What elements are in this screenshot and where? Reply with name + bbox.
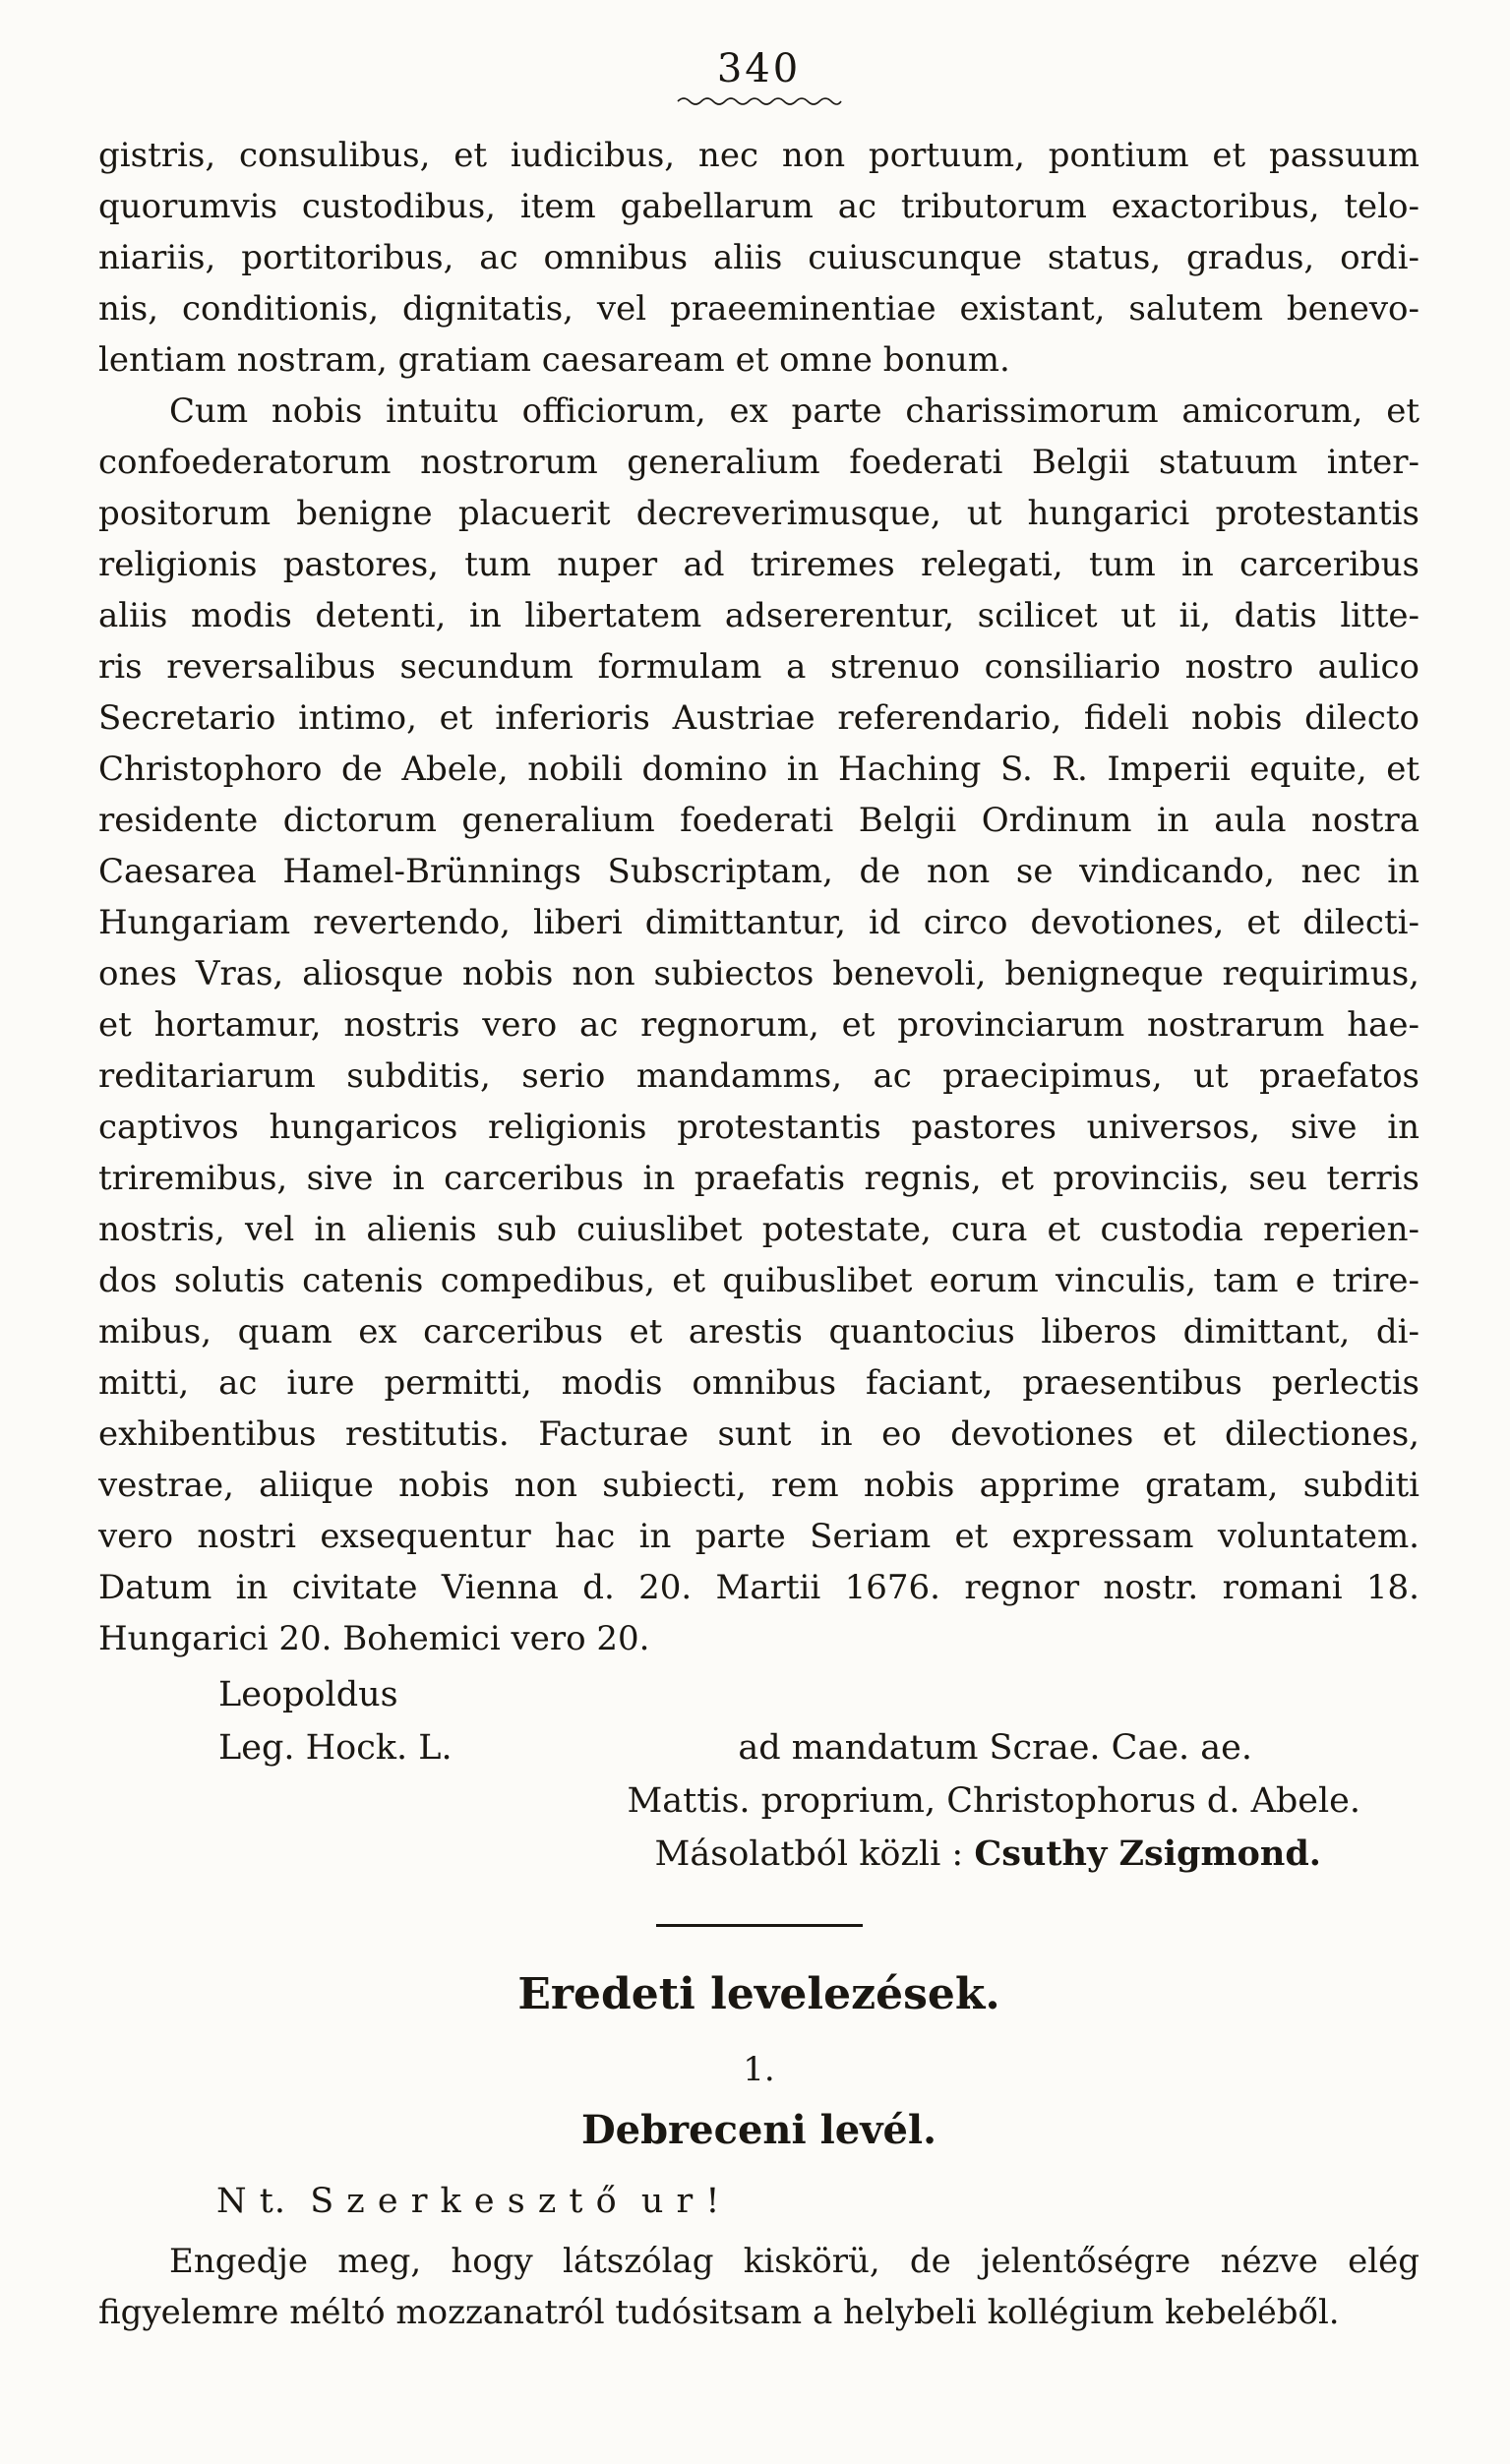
text-line: ones Vras, aliosque nobis non subiectos benevoli, benigneque requirimus, [98, 954, 1419, 993]
letter-title: Debreceni levél. [580, 2107, 937, 2153]
signature-row-masolatbol [98, 1828, 1419, 1881]
latin-paragraph-continuation [98, 130, 1419, 386]
text-line: lentiam nostram, gratiam caesaream et omne bonum. [98, 340, 1010, 380]
signature-leopoldus: Leopoldus [218, 1675, 398, 1714]
text-line: mitti, ac iure permitti, modis omnibus faciant, praesentibus perlectis [98, 1363, 1419, 1403]
text-line: reditariarum subditis, serio mandamms, ac praecipimus, ut praefatos [98, 1056, 1419, 1096]
text-line: confoederatorum nostrorum generalium foederati Belgii statuum inter- [98, 443, 1419, 482]
text-line: Engedje meg, hogy látszólag kiskörü, de jelentőségre nézve elég [169, 2242, 1419, 2281]
signature-row-leopoldus [98, 1668, 1419, 1721]
signature-row-mattis [98, 1774, 1419, 1828]
text-line: aliis modis detenti, in libertatem adsererentur, scilicet ut ii, datis litte- [98, 596, 1419, 635]
text-line: Cum nobis intuitu officiorum, ex parte charissimorum amicorum, et [169, 391, 1419, 431]
text-line: gistris, consulibus, et iudicibus, nec non portuum, pontium et passuum [98, 136, 1419, 175]
page-number: 340 [716, 46, 802, 91]
text-line: nis, conditionis, dignitatis, vel praeeminentiae existant, salutem benevo- [98, 289, 1419, 329]
latin-paragraph-main [98, 386, 1419, 1664]
section-title: Eredeti levelezések. [517, 1969, 1000, 2019]
text-line: triremibus, sive in carceribus in praefatis regnis, et provinciis, seu terris [98, 1159, 1419, 1198]
salutation: N t. S z e r k e s z t ő u r ! [216, 2182, 721, 2221]
closing-paragraph [98, 2236, 1419, 2338]
text-line: Datum in civitate Vienna d. 20. Martii 1676. regnor nostr. romani 18. [98, 1568, 1419, 1607]
signature-csuthy-zsigmond: Csuthy Zsigmond. [974, 1833, 1321, 1874]
signature-mattis: Mattis. proprium, Christophorus d. Abele. [627, 1781, 1360, 1821]
text-line: exhibentibus restitutis. Facturae sunt in eo devotiones et dilectiones, [98, 1414, 1419, 1454]
text-line: figyelemre méltó mozzanatról tudósitsam a helybeli kollégium kebeléből. [98, 2293, 1340, 2332]
text-line: ris reversalibus secundum formulam a strenuo consiliario nostro aulico [98, 647, 1419, 687]
text-line: quorumvis custodibus, item gabellarum ac tributorum exactoribus, telo- [98, 187, 1419, 226]
text-line: mibus, quam ex carceribus et arestis quantocius liberos dimittant, di- [98, 1312, 1419, 1352]
text-line: vero nostri exsequentur hac in parte Seriam et expressam voluntatem. [98, 1517, 1419, 1556]
text-line: Secretario intimo, et inferioris Austriae referendario, fideli nobis dilecto [98, 698, 1419, 738]
text-line: dos solutis catenis compedibus, et quibuslibet eorum vinculis, tam e trire- [98, 1261, 1419, 1300]
text-line: nostris, vel in alienis sub cuiuslibet potestate, cura et custodia reperien- [98, 1210, 1419, 1249]
section-divider [656, 1924, 863, 1927]
signature-masolatbol [655, 1828, 1321, 1881]
text-line: religionis pastores, tum nuper ad triremes relegati, tum in carceribus [98, 545, 1419, 584]
page-number-underline [676, 94, 843, 108]
text-line: vestrae, aliique nobis non subiecti, rem nobis apprime gratam, subditi [98, 1466, 1419, 1505]
signature-row-leghock [98, 1721, 1419, 1774]
text-line: Christophoro de Abele, nobili domino in Haching S. R. Imperii equite, et [98, 750, 1419, 789]
signature-block [98, 1668, 1419, 1881]
text-line: positorum benigne placuerit decreverimusque, ut hungarici protestantis [98, 494, 1419, 533]
text-line: residente dictorum generalium foederati Belgii Ordinum in aula nostra [98, 801, 1419, 840]
section-number: 1. [743, 2050, 775, 2089]
text-line: Hungarici 20. Bohemici vero 20. [98, 1619, 650, 1658]
text-line: niariis, portitoribus, ac omnibus aliis cuiuscunque status, gradus, ordi- [98, 238, 1419, 277]
text-line: et hortamur, nostris vero ac regnorum, et provinciarum nostrarum hae- [98, 1005, 1419, 1045]
signature-masolatbol-prefix: Másolatból közli : [654, 1834, 975, 1874]
signature-ad-mandatum: ad mandatum Scrae. Cae. ae. [738, 1728, 1252, 1768]
text-line: Hungariam revertendo, liberi dimittantur, id circo devotiones, et dilecti- [98, 903, 1419, 942]
text-line: captivos hungaricos religionis protestantis pastores universos, sive in [98, 1108, 1419, 1147]
page-header [98, 45, 1419, 108]
signature-leg-hock: Leg. Hock. L. [218, 1728, 453, 1768]
text-line: Caesarea Hamel-Brünnings Subscriptam, de non se vindicando, nec in [98, 852, 1419, 891]
